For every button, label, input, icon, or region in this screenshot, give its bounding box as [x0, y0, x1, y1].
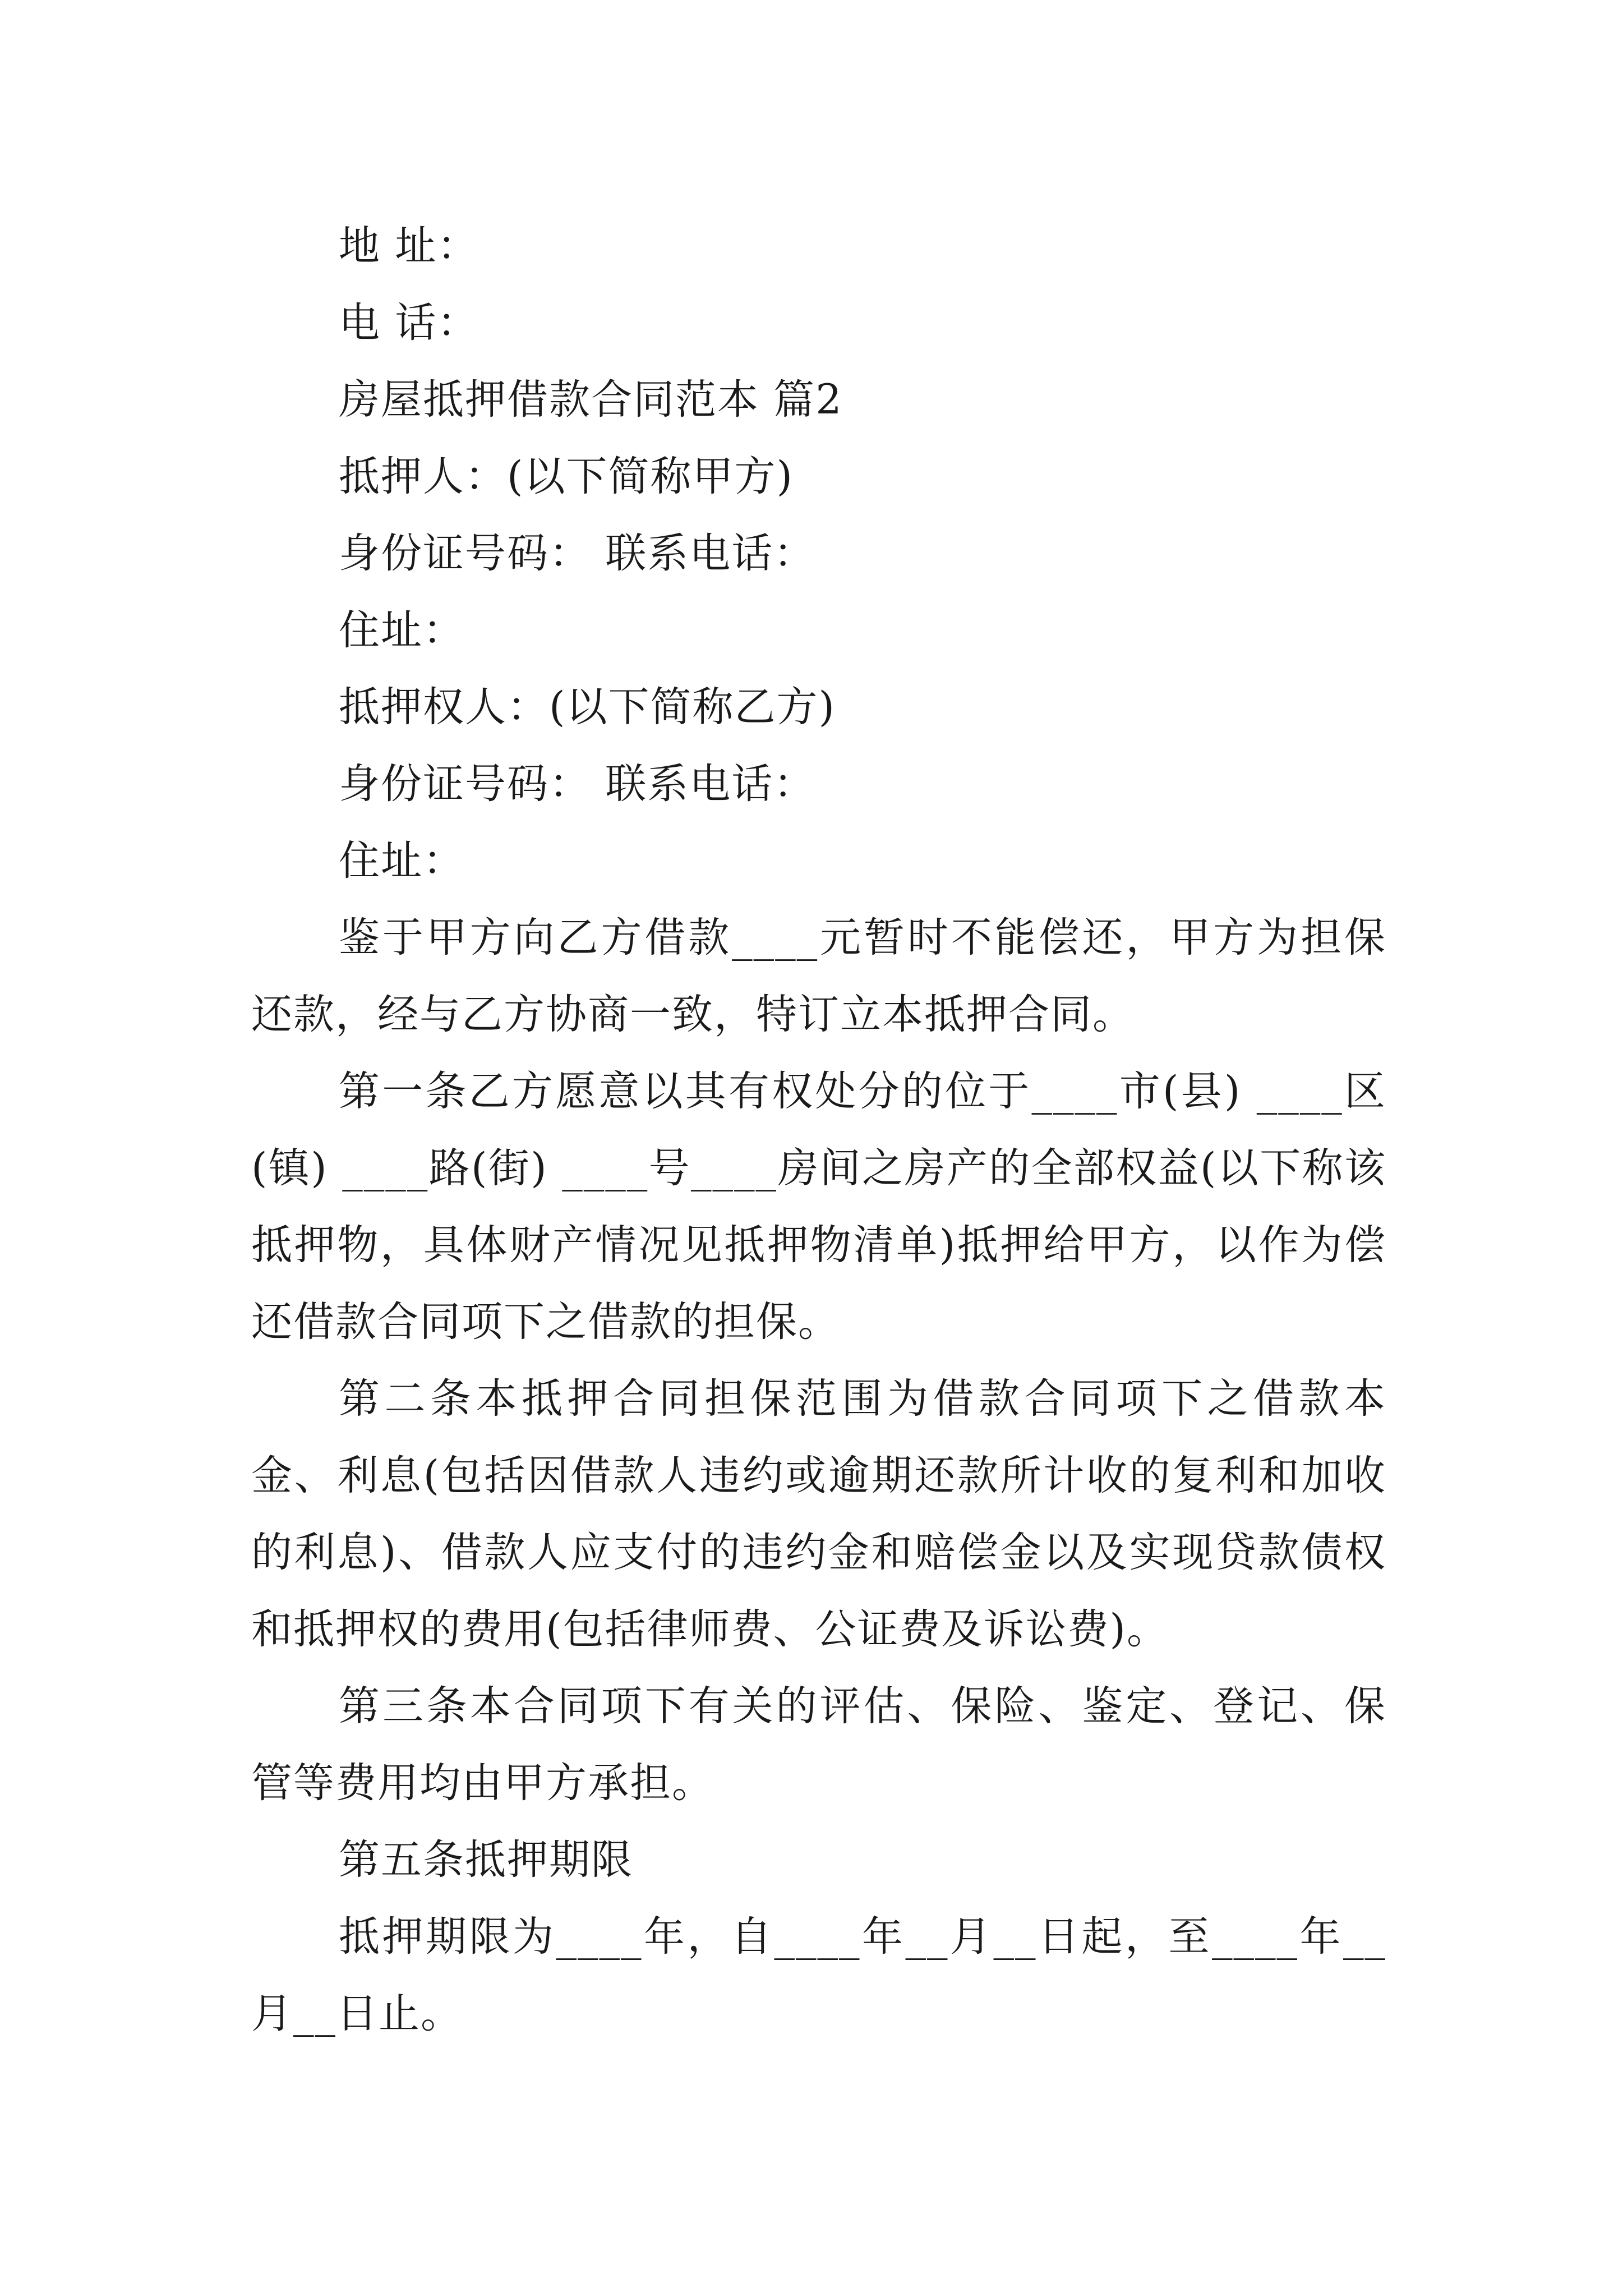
mortgagee-id-phone: 身份证号码： 联系电话： — [339, 760, 816, 808]
phone-label: 电 话： — [339, 299, 479, 347]
mortgagee-label: 抵押权人：(以下简称乙方) — [339, 683, 836, 731]
preamble-paragraph: 鉴于甲方向乙方借款____元暂时不能偿还，甲方为担保还款，经与乙方协商一致，特订立本抵押合同。 — [251, 914, 1386, 1038]
article-2-paragraph: 第二条本抵押合同担保范围为借款合同项下之借款本金、利息(包括因借款人违约或逾期还款所计收的复利和加收的利息)、借款人应支付的违约金和赔偿金以及实现贷款债权和抵押权的费用(包括律师费、公证费及诉讼费)。 — [251, 1375, 1386, 1653]
article-1-paragraph: 第一条乙方愿意以其有权处分的位于____市(县) ____区(镇) ____路(街) ____号____房间之房产的全部权益(以下称该抵押物，具体财产情况见抵押物清单)抵押给甲方，以作为偿还借款合同项下之借款的担保。 — [251, 1068, 1386, 1346]
mortgagee-address: 住址： — [339, 837, 465, 885]
mortgage-term-paragraph: 抵押期限为____年，自____年__月__日起，至____年__月__日止。 — [251, 1913, 1386, 2037]
article-3-paragraph: 第三条本合同项下有关的评估、保险、鉴定、登记、保管等费用均由甲方承担。 — [251, 1682, 1386, 1807]
address-label: 地 址： — [339, 222, 479, 270]
contract-body — [251, 208, 1386, 2052]
section-title: 房屋抵押借款合同范本 篇2 — [339, 376, 843, 424]
article-5-heading: 第五条抵押期限 — [339, 1836, 633, 1884]
mortgagor-id-phone: 身份证号码： 联系电话： — [339, 530, 816, 577]
mortgagor-address: 住址： — [339, 606, 465, 654]
mortgagor-label: 抵押人：(以下简称甲方) — [339, 453, 794, 500]
